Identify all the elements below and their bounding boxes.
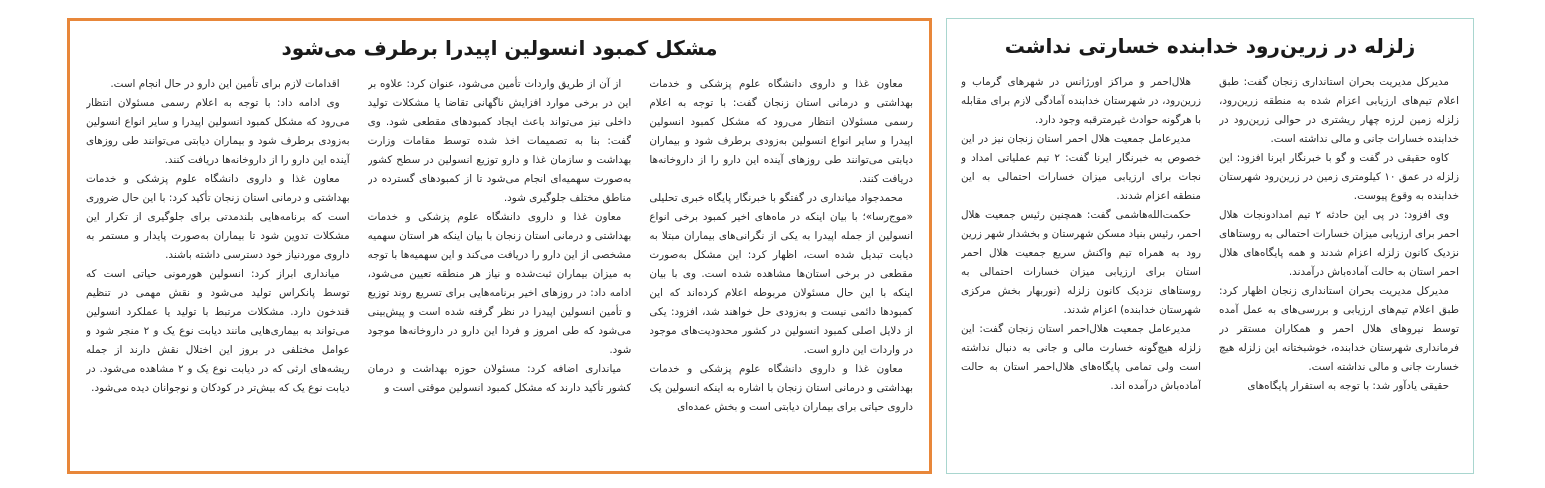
paragraph: معاون غذا و داروی دانشگاه علوم پزشکی و خدمات بهداشتی و درمانی استان زنجان با بیان اینکه هر استان سهمیه مشخصی از این دارو را دریافت می‌کند و این سهمیه‌ها با توجه به میزان بیماران ثبت‌شده و نیاز هر منطقه تعیین می‌شود، ادامه داد: در روزهای اخیر برنامه‌هایی برای تسریع روند توزیع و تأمین انسولین اپیدرا در نظر گرفته شده است و پیش‌بینی می‌شود که طی امروز و فردا این دارو در داروخانه‌ها موجود شود. (367, 211, 632, 356)
paragraph: وی افزود: در پی این حادثه ۲ تیم امدادونجات هلال احمر برای ارزیابی میزان خسارات احتمالی به روستاهای نزدیک کانون زلزله اعزام شدند و همه پایگاه‌های هلال احمر استان به حالت آماده‌باش درآمدند. (1219, 209, 1459, 278)
paragraph: حکمت‌الله‌هاشمی گفت: همچنین رئیس جمعیت هلال احمر، رئیس بنیاد مسکن شهرستان و بخشدار شهر زرین رود به همراه تیم واکنش سریع جمعیت هلال احمر استان برای ارزیابی میزان خسارات احتمالی به روستاهای نزدیک کانون زلزله (نوربهار بخش مرکزی شهرستان خدابنده) اعزام شدند. (961, 209, 1201, 316)
article-earthquake-body (961, 73, 1459, 461)
paragraph: کاوه حقیقی در گفت و گو با خبرنگار ایرنا افزود: این زلزله در عمق ۱۰ کیلومتری زمین در زرین‌رود شهرستان خدابنده به وقوع پیوست. (1219, 152, 1459, 202)
article-insulin (67, 18, 932, 474)
paragraph: اقدامات لازم برای تأمین این دارو در حال انجام است. (110, 78, 340, 90)
article-insulin-column-1 (649, 75, 913, 463)
paragraph: معاون غذا و داروی دانشگاه علوم پزشکی و خدمات بهداشتی و درمانی استان زنجان با اشاره به اینکه انسولین یک داروی حیاتی برای بیماران دیابتی است و بخش عمده‌ای (649, 363, 913, 413)
paragraph: معاون غذا و داروی دانشگاه علوم پزشکی و خدمات بهداشتی و درمانی استان زنجان گفت: با توجه به اعلام رسمی مسئولان انتظار می‌رود که مشکل کمبود انسولین اپیدرا و سایر انواع انسولین به‌زودی برطرف شود و بیماران دیابتی می‌توانند طی روزهای آینده این دارو را از داروخانه‌ها دریافت کنند. (649, 78, 913, 185)
article-insulin-body (86, 75, 913, 463)
paragraph: مدیرعامل جمعیت هلال‌احمر استان زنجان گفت: این زلزله هیچ‌گونه خسارت مالی و جانی به دنبال نداشته است ولی تمامی پایگاه‌های هلال‌احمر استان به حالت آماده‌باش درآمده اند. (961, 323, 1201, 392)
article-insulin-column-2 (368, 75, 632, 463)
paragraph: میانداری ابراز کرد: انسولین هورمونی حیاتی است که توسط پانکراس تولید می‌شود و نقش مهمی در تنظیم قندخون دارد. مشکلات مرتبط با تولید یا عملکرد انسولین می‌تواند به بیماری‌هایی مانند دیابت نوع یک و ۲ منجر شود و عوامل مختلفی در بروز این اختلال نقش دارند از جمله ریشه‌های ارثی که در دیابت نوع یک و ۲ مشاهده می‌شود. در دیابت نوع یک که بیش‌تر در کودکان و نوجوانان دیده می‌شود. (86, 268, 350, 394)
article-insulin-column-3 (86, 75, 350, 463)
paragraph: وی ادامه داد: با توجه به اعلام رسمی مسئولان انتظار می‌رود که مشکل کمبود انسولین اپیدرا و سایر انواع انسولین به‌زودی برطرف شود و بیماران دیابتی می‌توانند طی روزهای آینده این دارو را از داروخانه‌ها دریافت کنند. (86, 97, 350, 166)
paragraph: معاون غذا و داروی دانشگاه علوم پزشکی و خدمات بهداشتی و درمانی استان زنجان تأکید کرد: با این حال ضروری است که برنامه‌هایی بلندمدتی برای جلوگیری از تکرار این مشکلات تدوین شود تا بیماران به‌صورت پایدار و مستمر به داروی موردنیاز خود دسترسی داشته باشند. (86, 173, 350, 261)
paragraph: میانداری اضافه کرد: مسئولان حوزه بهداشت و درمان کشور تأکید دارند که مشکل کمبود انسولین موقتی است و (367, 363, 632, 394)
paragraph: هلال‌احمر و مراکز اورژانس در شهرهای گرماب و زرین‌رود، در شهرستان خدابنده آمادگی لازم برای مقابله با هرگونه حوادث غیرمترقبه وجود دارد. (961, 76, 1201, 126)
article-earthquake-column-1 (1219, 73, 1459, 461)
paragraph: مدیرکل مدیریت بحران استانداری زنجان گفت: طبق اعلام تیم‌های ارزیابی اعزام شده به منطقه زرین‌رود، زلزله زمین لرزه چهار ریشتری در حوالی زرین‌رود در خدابنده خسارات جانی و مالی نداشته است. (1219, 76, 1459, 145)
paragraph: محمدجواد میانداری در گفتگو با خبرنگار پایگاه خبری تحلیلی «موج‌رسا»؛ با بیان اینکه در ماه‌های اخیر کمبود برخی انواع انسولین از جمله اپیدرا به یکی از نگرانی‌های بیماران مبتلا به دیابت تبدیل شده است، اظهار کرد: این مشکل به‌صورت مقطعی در برخی استان‌ها مشاهده شده است. وی با بیان اینکه با این حال مسئولان مربوطه اعلام کرده‌اند که این کمبودها دائمی نیست و به‌زودی حل خواهند شد، افزود: یکی از دلایل اصلی کمبود انسولین در کشور محدودیت‌های موجود در واردات این دارو است. (649, 192, 913, 356)
article-insulin-title: مشکل کمبود انسولین اپیدرا برطرف می‌شود (281, 36, 718, 60)
article-earthquake-column-2 (961, 73, 1201, 461)
paragraph: از آن از طریق واردات تأمین می‌شود، عنوان کرد: علاوه بر این در برخی موارد افزایش ناگهانی تقاضا یا مشکلات تولید داخلی نیز می‌تواند باعث ایجاد کمبودهای مقطعی شود. وی گفت: بنا به تصمیمات اخذ شده توسط مقامات وزارت بهداشت و سازمان غذا و دارو توزیع انسولین در سطح کشور به‌صورت سهمیه‌ای انجام می‌شود تا از کمبودهای گسترده در مناطق مختلف جلوگیری شود. (367, 78, 632, 204)
paragraph: مدیرکل مدیریت بحران استانداری زنجان اظهار کرد: طبق اعلام تیم‌های ارزیابی و بررسی‌های به عمل آمده توسط نیروهای هلال احمر و همکاران مستقر در فرمانداری شهرستان خدابنده، خوشبختانه این زلزله هیچ خسارت جانی و مالی نداشته است. (1219, 285, 1459, 373)
paragraph: مدیرعامل جمعیت هلال احمر استان زنجان نیز در این خصوص به خبرنگار ایرنا گفت: ۲ تیم عملیاتی امداد و نجات برای ارزیابی میزان خسارات احتمالی به این منطقه اعزام شدند. (961, 133, 1201, 202)
article-earthquake (946, 18, 1474, 474)
paragraph: حقیقی یادآور شد: با توجه به استقرار پایگاه‌های (1247, 380, 1449, 392)
article-earthquake-title: زلزله در زرین‌رود خدابنده خسارتی نداشت (1004, 34, 1416, 58)
